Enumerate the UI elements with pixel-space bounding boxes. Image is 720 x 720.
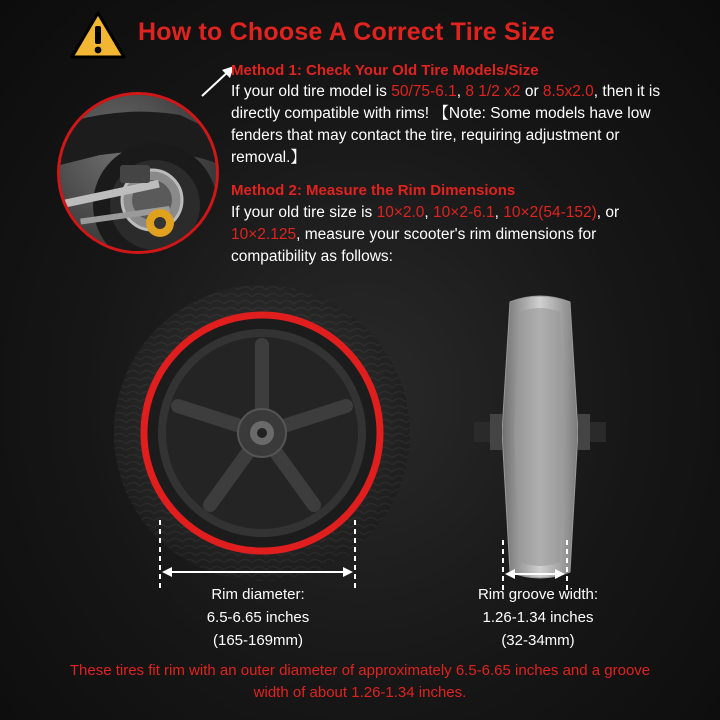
tire-size-2: 10×2-6.1 (433, 204, 495, 221)
rim-diameter-mm: (165-169mm) (212, 632, 304, 649)
warning-icon (70, 10, 126, 60)
separator: , (456, 83, 466, 100)
scooter-wheel-closeup-image (57, 92, 219, 254)
rim-side-image (470, 292, 610, 582)
separator: , (494, 204, 504, 221)
rim-diameter-inches: 6.5-6.65 inches (206, 609, 310, 626)
method1-heading: Method 1: Check Your Old Tire Models/Size (231, 62, 539, 79)
closeup-illustration (60, 95, 219, 254)
groove-width-caption (458, 583, 618, 652)
tire-model-1: 50/75-6.1 (391, 83, 457, 100)
tire-size-1: 10×2.0 (376, 204, 425, 221)
method1-intro: If your old tire model is (231, 83, 392, 100)
rim-diameter-caption (168, 583, 348, 652)
fitment-summary: These tires fit rim with an outer diameter of approximately 6.5-6.65 inches and a groove width of about 1.26-1.34 inches. (69, 662, 651, 701)
separator: , or (596, 204, 620, 221)
page-title: How to Choose A Correct Tire Size (138, 18, 555, 46)
groove-width-inches: 1.26-1.34 inches (482, 609, 594, 626)
groove-width-label: Rim groove width: (477, 586, 599, 603)
tire-model-3: 8.5x2.0 (542, 83, 594, 100)
rim-diameter-label: Rim diameter: (211, 586, 305, 603)
method1-text (231, 81, 671, 169)
groove-width-mm: (32-34mm) (501, 632, 575, 649)
method2-intro: If your old tire size is (231, 204, 377, 221)
tire-size-3: 10×2(54-152) (503, 204, 597, 221)
method1-note: , then it is directly compatible with rims! 【Note: Some models have low fenders that may contact the tire, requiring adjustment or removal.】 (231, 83, 661, 166)
tire-model-2: 8 1/2 x2 (465, 83, 521, 100)
method2-text (231, 202, 671, 268)
separator: or (520, 83, 543, 100)
separator: , (424, 204, 434, 221)
method2-instructions: , measure your scooter's rim dimensions for compatibility as follows: (231, 226, 597, 265)
method2-heading: Method 2: Measure the Rim Dimensions (231, 182, 516, 199)
tire-size-4: 10×2.125 (231, 226, 297, 243)
rim-diameter-dimension (150, 520, 365, 590)
